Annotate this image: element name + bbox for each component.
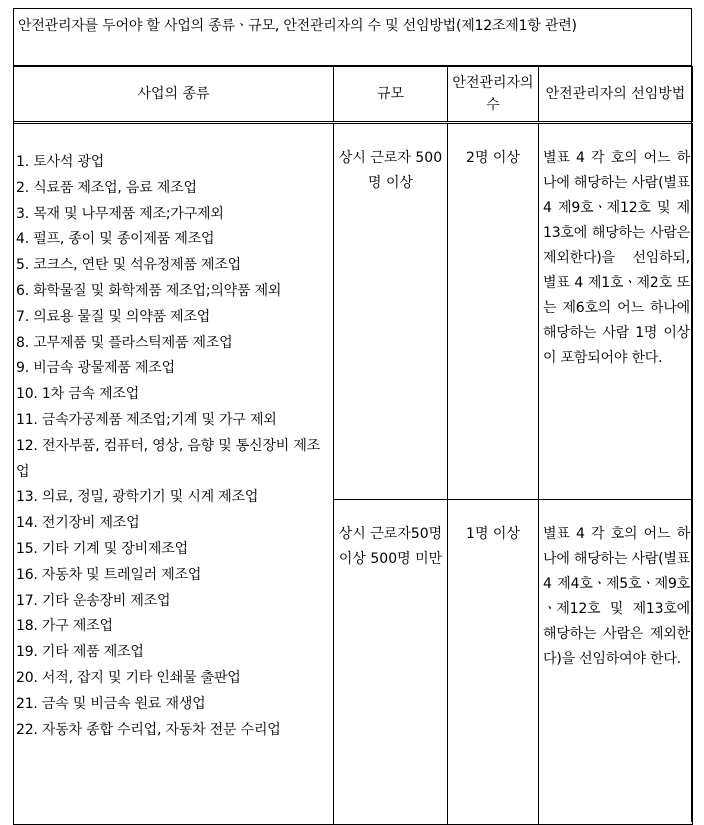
list-item: 16. 자동차 및 트레일러 제조업 [16, 566, 202, 583]
list-item: 17. 기타 운송장비 제조업 [16, 592, 171, 609]
list-item: 6. 화학물질 및 화학제품 제조업;의약품 제외 [16, 282, 282, 299]
list-item: 3. 목재 및 나무제품 제조;가구제외 [16, 205, 224, 222]
list-item: 11. 금속가공제품 제조업;기계 및 가구 제외 [16, 411, 277, 428]
list-item: 20. 서적, 잡지 및 기타 인쇄물 출판업 [16, 669, 241, 686]
table-title: 안전관리자를 두어야 할 사업의 종류ㆍ규모, 안전관리자의 수 및 선임방법(제12조제1항 관련) [13, 8, 692, 66]
list-item: 22. 자동차 종합 수리업, 자동차 전문 수리업 [16, 721, 281, 738]
scale-cell: 상시 근로자50명 이상 500명 미만 [334, 500, 448, 825]
list-item: 14. 전기장비 제조업 [16, 515, 140, 532]
list-item: 19. 기타 제품 제조업 [16, 644, 144, 661]
list-item: 9. 비금속 광물제품 제조업 [16, 360, 175, 377]
list-item: 2. 식료품 제조업, 음료 제조업 [16, 179, 197, 196]
header-scale: 규모 [334, 67, 448, 123]
list-item: 7. 의료용 물질 및 의약품 제조업 [16, 308, 211, 325]
list-item: 4. 펄프, 종이 및 종이제품 제조업 [16, 231, 215, 248]
list-item: 5. 코크스, 연탄 및 석유정제품 제조업 [16, 257, 241, 274]
header-method: 안전관리자의 선임방법 [539, 67, 693, 123]
list-item: 12. 전자부품, 컴퓨터, 영상, 음향 및 통신장비 제조업 [16, 437, 320, 480]
header-row [14, 67, 693, 123]
method-cell: 별표 4 각 호의 어느 하나에 해당하는 사람(별표 4 제9호ㆍ제12호 및 제13호에 해당하는 사람은 제외한다)을 선임하되, 별표 4 제1호ㆍ제2호 또는 제6호의 어느 하나에 해당하는 사람 1명 이상이 포함되어야 한다. [539, 123, 693, 500]
business-type-list [14, 123, 334, 825]
method-cell: 별표 4 각 호의 어느 하나에 해당하는 사람(별표 4 제4호ㆍ제5호ㆍ제9호ㆍ제12호 및 제13호에 해당하는 사람은 제외한다)을 선임하여야 한다. [539, 500, 693, 825]
table-row [14, 123, 693, 500]
scale-cell: 상시 근로자 500명 이상 [334, 123, 448, 500]
list-item: 13. 의료, 정밀, 광학기기 및 시계 제조업 [16, 489, 259, 506]
header-business-type: 사업의 종류 [14, 67, 334, 123]
list-item: 10. 1차 금속 제조업 [16, 386, 140, 403]
list-item: 15. 기타 기계 및 장비제조업 [16, 540, 188, 557]
count-cell: 1명 이상 [448, 500, 539, 825]
list-item: 18. 가구 제조업 [16, 618, 113, 635]
list-item: 1. 토사석 광업 [16, 154, 105, 170]
header-count: 안전관리자의 수 [448, 67, 539, 123]
count-cell: 2명 이상 [448, 123, 539, 500]
safety-manager-table [13, 66, 693, 825]
list-item: 8. 고무제품 및 플라스틱제품 제조업 [16, 334, 233, 351]
list-item: 21. 금속 및 비금속 원료 재생업 [16, 695, 206, 712]
